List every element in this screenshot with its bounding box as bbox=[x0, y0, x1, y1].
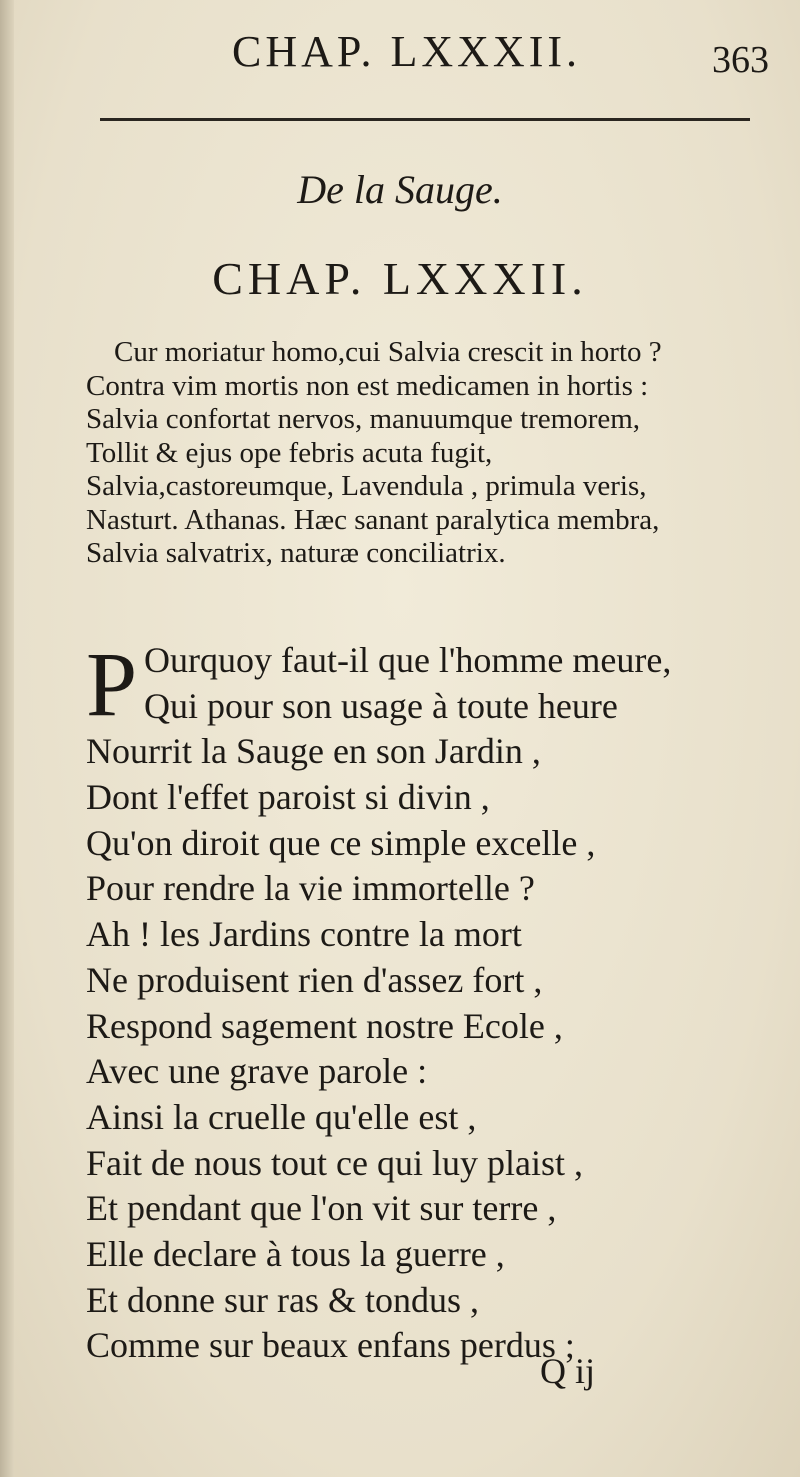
french-line: Dont l'effet paroist si divin , bbox=[86, 777, 490, 818]
french-line: Ah ! les Jardins contre la mort bbox=[86, 914, 522, 955]
french-line: Ne produisent rien d'assez fort , bbox=[86, 959, 543, 1000]
french-line-text: Ourquoy faut-il que l'homme meure, bbox=[144, 640, 672, 680]
french-line: Fait de nous tout ce qui luy plaist , bbox=[86, 1142, 583, 1183]
french-line: Et pendant que l'on vit sur terre , bbox=[86, 1188, 557, 1229]
latin-verse bbox=[86, 336, 786, 571]
drop-cap: P bbox=[86, 633, 138, 735]
french-line: Comme sur beaux enfans perdus ; bbox=[86, 1325, 575, 1366]
latin-line: Nasturt. Athanas. Hæc sanant paralytica membra, bbox=[86, 503, 660, 536]
chapter-heading: CHAP. LXXXII. bbox=[212, 253, 588, 304]
french-line: Avec une grave parole : bbox=[86, 1051, 428, 1092]
french-line: Ainsi la cruelle qu'elle est , bbox=[86, 1096, 477, 1137]
latin-line: Salvia confortat nervos, manuumque tremorem, bbox=[86, 403, 641, 435]
latin-line: Salvia salvatrix, naturæ conciliatrix. bbox=[86, 537, 506, 569]
french-line: Nourrit la Sauge en son Jardin , bbox=[86, 731, 541, 772]
french-line: Elle declare à tous la guerre , bbox=[86, 1233, 505, 1274]
latin-line: Contra vim mortis non est medicamen in hortis : bbox=[86, 369, 649, 402]
french-line: Qui pour son usage à toute heure bbox=[144, 685, 618, 726]
french-line: Pour rendre la vie immortelle ? bbox=[86, 868, 535, 909]
latin-line: Tollit & ejus ope febris acuta fugit, bbox=[86, 436, 493, 469]
signature-mark: Q ij bbox=[540, 1351, 596, 1391]
running-head: CHAP. LXXXII. bbox=[232, 27, 581, 76]
page-header bbox=[0, 22, 800, 82]
french-line: Respond sagement nostre Ecole , bbox=[86, 1005, 563, 1046]
page-number: 363 bbox=[712, 39, 769, 81]
french-line: Qu'on diroit que ce simple excelle , bbox=[86, 822, 596, 863]
french-verse bbox=[86, 633, 786, 1369]
french-line: Et donne sur ras & tondus , bbox=[86, 1279, 479, 1320]
section-title: De la Sauge. bbox=[297, 167, 503, 212]
page-gutter-edge bbox=[0, 0, 14, 1477]
header-rule bbox=[100, 118, 750, 121]
latin-line: Salvia,castoreumque, Lavendula , primula veris, bbox=[86, 470, 647, 502]
latin-line: Cur moriatur homo,cui Salvia crescit in horto ? bbox=[114, 336, 662, 368]
